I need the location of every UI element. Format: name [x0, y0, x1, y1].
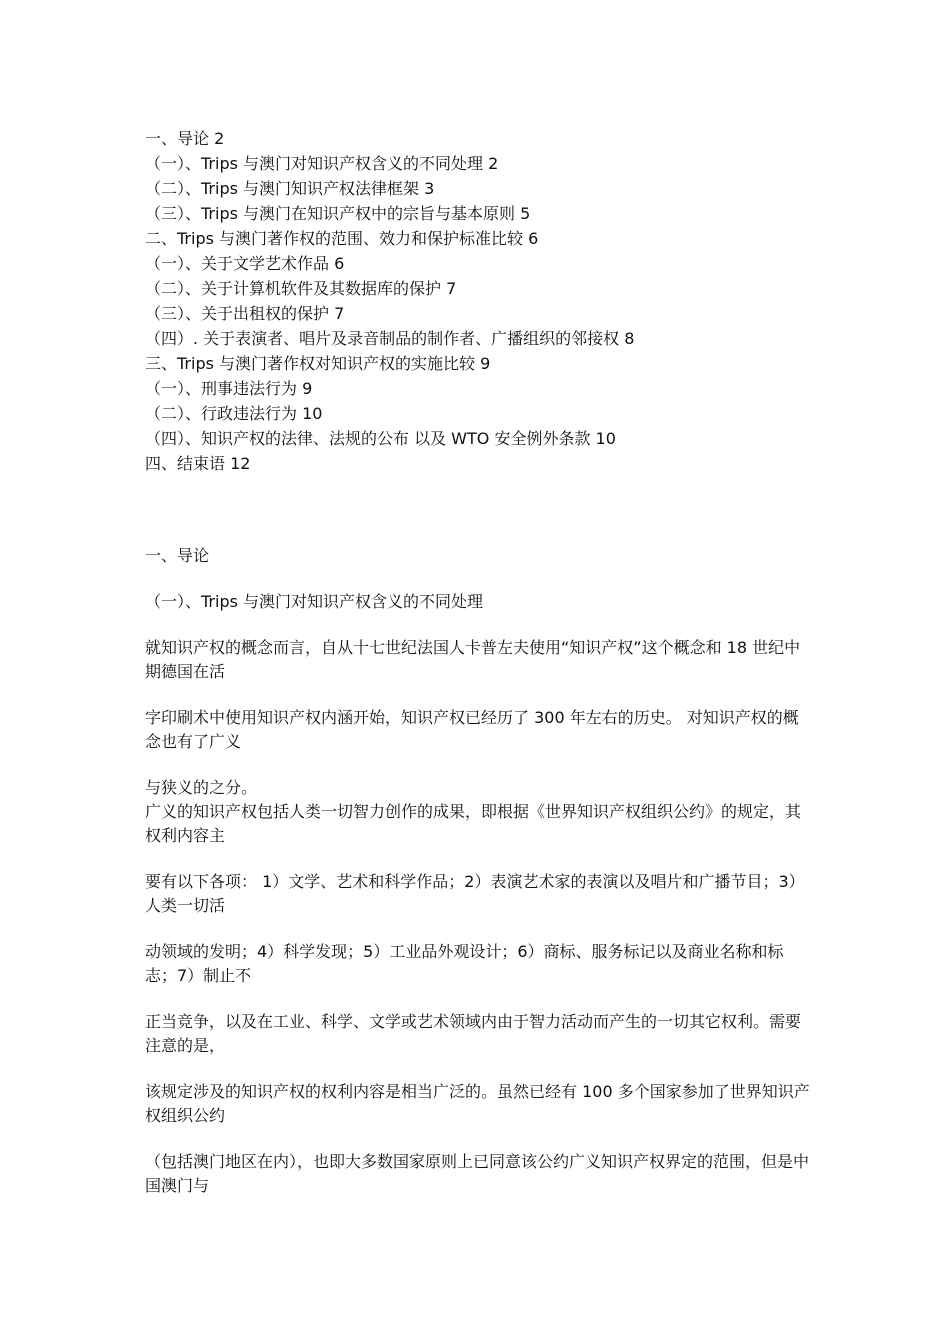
- toc-entry-3-2: （二）、行政违法行为 10: [145, 404, 323, 423]
- body-text: [145, 544, 813, 1198]
- paragraph: 与狭义的之分。: [145, 778, 258, 797]
- paragraph: 广义的知识产权包括人类一切智力创作的成果，即根据《世界知识产权组织公约》的规定，其权利内容主: [145, 802, 802, 845]
- paragraph: 该规定涉及的知识产权的权利内容是相当广泛的。虽然已经有 100 多个国家参加了世界知识产权组织公约: [145, 1082, 810, 1125]
- subsection-heading: （一）、Trips 与澳门对知识产权含义的不同处理: [145, 592, 484, 611]
- toc-entry-4: 四、结束语 12: [145, 454, 251, 473]
- paragraph: 动领域的发明；4）科学发现；5）工业品外观设计；6）商标、服务标记以及商业名称和标志；7）制止不: [145, 942, 784, 985]
- paragraph: （包括澳门地区在内），也即大多数国家原则上已同意该公约广义知识产权界定的范围，但是中国澳门与: [145, 1152, 810, 1195]
- paragraph: 字印刷术中使用知识产权内涵开始，知识产权已经历了 300 年左右的历史。 对知识产权的概念也有了广义: [145, 708, 799, 751]
- table-of-contents: [145, 126, 825, 476]
- toc-entry-2: 二、Trips 与澳门著作权的范围、效力和保护标准比较 6: [145, 229, 539, 248]
- paragraph: 要有以下各项： 1）文学、艺术和科学作品；2）表演艺术家的表演以及唱片和广播节目；3）人类一切活: [145, 872, 805, 915]
- toc-entry-3-4: （四）、知识产权的法律、法规的公布 以及 WTO 安全例外条款 10: [145, 429, 616, 448]
- toc-entry-1-2: （二）、Trips 与澳门知识产权法律框架 3: [145, 179, 435, 198]
- paragraph: 就知识产权的概念而言，自从十七世纪法国人卡普左夫使用“知识产权”这个概念和 18 世纪中期德国在活: [145, 638, 801, 681]
- toc-entry-2-1: （一）、关于文学艺术作品 6: [145, 254, 345, 273]
- paragraph: 正当竞争，以及在工业、科学、文学或艺术领域内由于智力活动而产生的一切其它权利。需要注意的是，: [145, 1012, 802, 1055]
- toc-entry-2-4: （四）. 关于表演者、唱片及录音制品的制作者、广播组织的邻接权 8: [145, 329, 635, 348]
- toc-entry-2-2: （二）、关于计算机软件及其数据库的保护 7: [145, 279, 457, 298]
- toc-entry-3-1: （一）、刑事违法行为 9: [145, 379, 313, 398]
- toc-entry-3: 三、Trips 与澳门著作权对知识产权的实施比较 9: [145, 354, 491, 373]
- section-heading: 一、导论: [145, 546, 210, 565]
- toc-entry-1: 一、导论 2: [145, 129, 225, 148]
- toc-entry-1-1: （一）、Trips 与澳门对知识产权含义的不同处理 2: [145, 154, 499, 173]
- toc-entry-1-3: （三）、Trips 与澳门在知识产权中的宗旨与基本原则 5: [145, 204, 531, 223]
- toc-entry-2-3: （三）、关于出租权的保护 7: [145, 304, 345, 323]
